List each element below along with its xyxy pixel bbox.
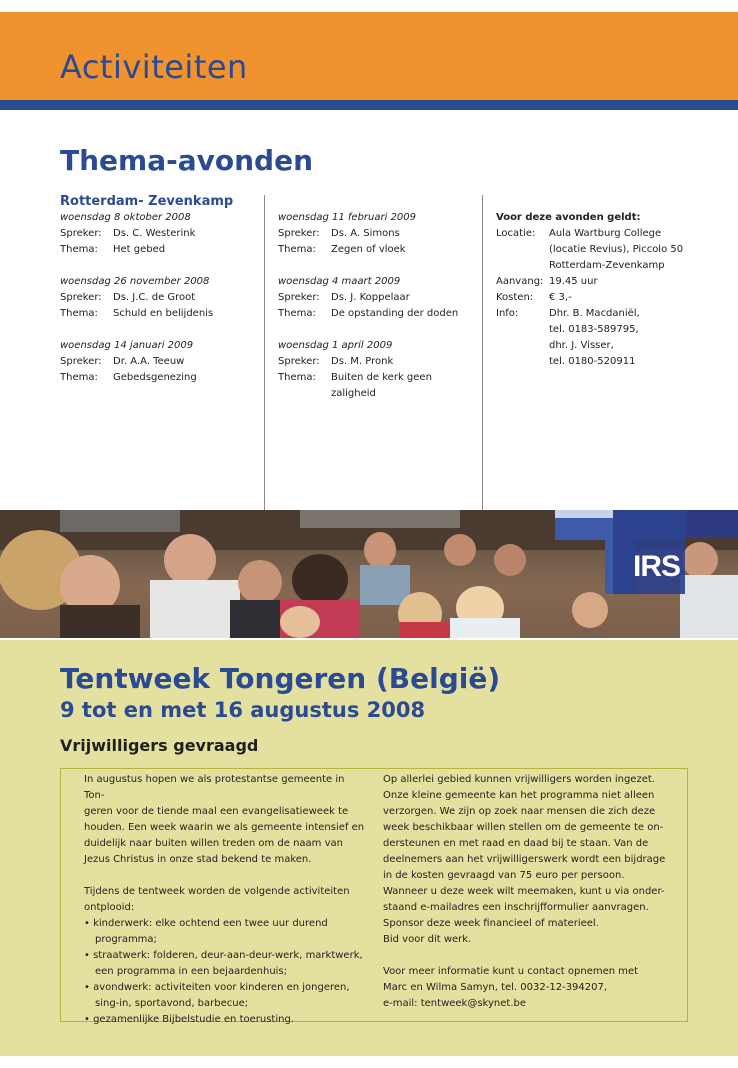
page-title: Activiteiten [60, 48, 248, 86]
contact-line: Voor meer informatie kunt u contact opnemen met [383, 966, 639, 977]
bullet-line: • avondwerk: activiteiten voor kinderen en jongeren, [84, 982, 350, 993]
cost-label: Kosten: [496, 292, 534, 303]
speaker-label: Spreker: [278, 228, 320, 239]
activities-intro: Tijdens de tentweek worden de volgende activiteiten [84, 886, 350, 897]
volunteers-heading: Vrijwilligers gevraagd [60, 736, 259, 755]
activities-intro: ontplooid: [84, 902, 135, 913]
speaker-name: Ds. M. Pronk [331, 356, 394, 367]
speaker-name: Ds. A. Simons [331, 228, 400, 239]
irs-logo-text: IRS [633, 550, 681, 583]
event-6 [278, 338, 478, 402]
location-heading: Rotterdam- Zevenkamp [60, 194, 234, 209]
speaker-label: Spreker: [278, 356, 320, 367]
info-line: Dhr. B. Macdaniël, [549, 308, 640, 319]
para-line: Onze kleine gemeente kan het programma niet alleen [383, 790, 655, 801]
para-line: in de kosten gevraagd van 75 euro per persoon. [383, 870, 625, 881]
speaker-name: Ds. J.C. de Groot [113, 292, 196, 303]
start-time: 19.45 uur [549, 276, 598, 287]
para-line: Op allerlei gebied kunnen vrijwilligers worden ingezet. [383, 774, 655, 785]
bullet-line: programma; [95, 934, 157, 945]
event-date: woensdag 4 maart 2009 [278, 276, 401, 287]
info-line: tel. 0180-520911 [549, 356, 636, 367]
info-label: Info: [496, 308, 519, 319]
contact-line: Marc en Wilma Samyn, tel. 0032-12-394207, [383, 982, 608, 993]
theme-label: Thema: [278, 308, 316, 319]
para-line: Bid voor dit werk. [383, 934, 472, 945]
cost-value: € 3,- [549, 292, 572, 303]
speaker-name: Ds. J. Koppelaar [331, 292, 410, 303]
intro-line: duidelijk naar buiten willen treden om de naam van [84, 838, 343, 849]
theme-text: Gebedsgenezing [113, 372, 197, 383]
bullet-line: een programma in een bejaardenhuis; [95, 966, 288, 977]
tentweek-right-column [383, 772, 673, 1012]
para-line: week beschikbaar willen stellen om de gemeente te on- [383, 822, 664, 833]
theme-text: Buiten de kerk geen zaligheid [331, 372, 432, 399]
event-date: woensdag 11 februari 2009 [278, 212, 417, 223]
event-date: woensdag 8 oktober 2008 [60, 212, 191, 223]
theme-label: Thema: [60, 372, 98, 383]
speaker-label: Spreker: [60, 228, 102, 239]
theme-text: De opstanding der doden [331, 308, 459, 319]
theme-text: Het gebed [113, 244, 166, 255]
tentweek-title: Tentweek Tongeren (België) [60, 662, 501, 695]
info-line: tel. 0183-589795, [549, 324, 639, 335]
theme-label: Thema: [278, 244, 316, 255]
speaker-label: Spreker: [278, 292, 320, 303]
event-2 [60, 274, 260, 322]
bullet-line: • straatwerk: folderen, deur-aan-deur-werk, marktwerk, [84, 950, 363, 961]
para-line: Sponsor deze week financieel of materieel. [383, 918, 599, 929]
header-rule [0, 100, 738, 110]
tentweek-dates: 9 tot en met 16 augustus 2008 [60, 698, 426, 722]
para-line: deelnemers aan het vrijwilligerswerk wordt een bijdrage [383, 854, 666, 865]
theme-label: Thema: [60, 244, 98, 255]
bullet-line: • gezamenlijke Bijbelstudie en toerusting. [84, 1014, 294, 1025]
column-divider [264, 195, 265, 511]
event-date: woensdag 1 april 2009 [278, 340, 393, 351]
intro-line: Jezus Christus in onze stad bekend te maken. [84, 854, 312, 865]
event-3 [60, 338, 260, 386]
audience-photo [0, 510, 738, 638]
start-label: Aanvang: [496, 276, 544, 287]
column-divider [482, 195, 483, 511]
speaker-label: Spreker: [60, 292, 102, 303]
location-line: Rotterdam-Zevenkamp [549, 260, 665, 271]
bullet-line: • kinderwerk: elke ochtend een twee uur durend [84, 918, 328, 929]
para-line: verzorgen. We zijn op zoek naar mensen die zich deze [383, 806, 656, 817]
info-heading: Voor deze avonden geldt: [496, 212, 641, 223]
event-date: woensdag 14 januari 2009 [60, 340, 194, 351]
speaker-label: Spreker: [60, 356, 102, 367]
theme-label: Thema: [278, 372, 316, 383]
tentweek-left-column [84, 772, 366, 1028]
contact-email[interactable]: e-mail: tentweek@skynet.be [383, 998, 526, 1009]
schedule-column-2 [278, 210, 478, 402]
para-line: staand e-mailadres een inschrijfformulier aanvragen. [383, 902, 649, 913]
location-line: (locatie Revius), Piccolo 50 [549, 244, 684, 255]
event-date: woensdag 26 november 2008 [60, 276, 210, 287]
event-1 [60, 210, 260, 258]
info-line: dhr. J. Visser, [549, 340, 614, 351]
theme-text: Zegen of vloek [331, 244, 406, 255]
theme-label: Thema: [60, 308, 98, 319]
theme-text: Schuld en belijdenis [113, 308, 214, 319]
section-title-thema: Thema-avonden [60, 144, 313, 177]
speaker-name: Dr. A.A. Teeuw [113, 356, 185, 367]
schedule-column-1 [60, 210, 260, 386]
location-line: Aula Wartburg College [549, 228, 662, 239]
intro-line: In augustus hopen we als protestantse gemeente in Ton- [84, 774, 345, 801]
event-4 [278, 210, 478, 258]
speaker-name: Ds. C. Westerink [113, 228, 196, 239]
intro-line: geren voor de tiende maal een evangelisatieweek te [84, 806, 349, 817]
location-label: Locatie: [496, 228, 536, 239]
intro-line: houden. Een week waarin we als gemeente intensief en [84, 822, 365, 833]
bullet-line: sing-in, sportavond, barbecue; [95, 998, 249, 1009]
info-column [496, 210, 726, 370]
para-line: Wanneer u deze week wilt meemaken, kunt u via onder- [383, 886, 665, 897]
event-5 [278, 274, 478, 322]
para-line: dersteunen en met raad en daad bij te staan. Van de [383, 838, 649, 849]
